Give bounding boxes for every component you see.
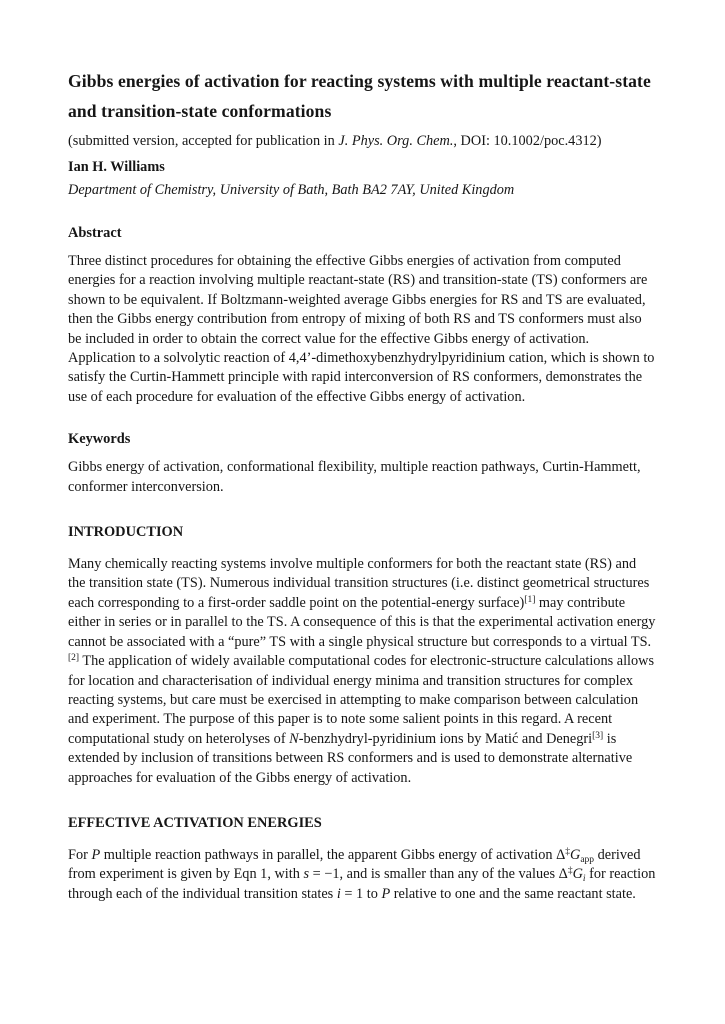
section-effective-activation-energies [68, 813, 657, 904]
abstract-heading: Abstract [68, 225, 122, 241]
submission-note: (submitted version, accepted for publication in J. Phys. Org. Chem., DOI: 10.1002/poc.4312) [68, 133, 602, 149]
abstract-text: Three distinct procedures for obtaining the effective Gibbs energies of activation from computed energies for a reaction involving multiple reactant-state (RS) and transition-state (TS) conformers are shown to be equivalent. If Boltzmann-weighted average Gibbs energies for RS and TS are evaluated, then the Gibbs energy contribution from entropy of mixing of both RS and TS conformers must also be included in order to obtain the correct value for the effective Gibbs energy of activation. Application to a solvolytic reaction of 4,4’-dimethoxybenzhydrylpyridinium cation, which is shown to satisfy the Curtin-Hammett principle with rapid interconversion of RS conformers, demonstrates the use of each procedure for evaluation of the effective Gibbs energy of activation. [68, 253, 655, 405]
section-introduction [68, 522, 657, 788]
author-affiliation: Department of Chemistry, University of Bath, Bath BA2 7AY, United Kingdom [68, 182, 515, 198]
effective-activation-energies-heading: EFFECTIVE ACTIVATION ENERGIES [68, 814, 322, 831]
section-abstract [68, 223, 657, 407]
introduction-text: Many chemically reacting systems involve multiple conformers for both the reactant state (RS) and the transition state (TS). Numerous individual transition structures (i.e. distinct geometrical structures each corresponding to a first-order saddle point on the potential-energy surface)[1] may contribute either in series or in parallel to the TS. A consequence of this is that the experimental activation energy cannot be associated with a “pure” TS with a single physical structure but corresponds to a virtual TS.[2] The application of widely available computational codes for electronic-structure calculations allows for location and characterisation of individual energy minima and transition structures for complex reacting systems, but care must be exercised in attempting to make comparison between calculation and experiment. The purpose of this paper is to note some salient points in this regard. A recent computational study on heterolyses of N-benzhydryl-pyridinium ions by Matić and Denegri[3] is extended by inclusion of transitions between RS conformers and is used to demonstrate alternative approaches for evaluation of the Gibbs energy of activation. [68, 556, 656, 786]
author-name: Ian H. Williams [68, 159, 165, 175]
paper-title: Gibbs energies of activation for reacting systems with multiple reactant-state and transition-state conformations [68, 71, 651, 121]
introduction-heading: INTRODUCTION [68, 524, 184, 541]
keywords-text: Gibbs energy of activation, conformational flexibility, multiple reaction pathways, Curtin-Hammett, conformer interconversion. [68, 459, 641, 495]
effective-activation-energies-text: For P multiple reaction pathways in parallel, the apparent Gibbs energy of activation $\Delta^\ddagger G_{app}$ derived from experiment is given by Eqn 1, with s = −1, and is smaller than any of the values $\Delta^\ddagger G_i$ for reaction through each of the individual transition states i = 1 to P relative to one and the same reactant state. [68, 846, 656, 902]
keywords-heading: Keywords [68, 431, 131, 448]
section-keywords [68, 429, 657, 497]
